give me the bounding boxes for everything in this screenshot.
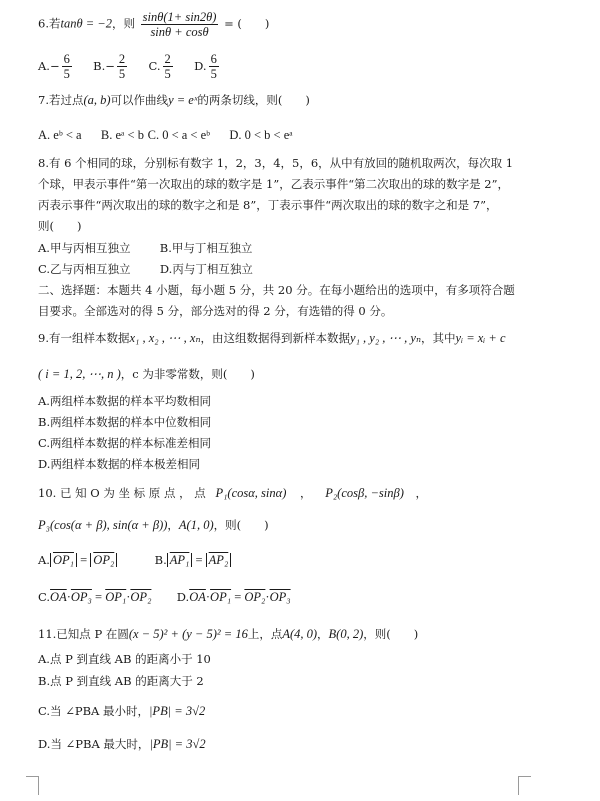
q9-data-x: x₁ , x₂ , ⋯ , xₙ — [129, 331, 201, 345]
q10-options-row-1: A. OP₁ = OP₂ B. AP₁ = AP₂ — [38, 552, 231, 568]
q9-stem-line-2 — [38, 366, 255, 382]
q10-stem-line-1: 10. 已 知 O 为 坐 标 原 点 ， 点 P₁(cosα, sinα) ， P₂(cosβ, −sinβ) ， — [38, 486, 428, 500]
q8-stem-line-3: 丙表示事件“两次取出的球的数字之和是 8”，丁表示事件“两次取出的球的数字之和是 7”， — [38, 198, 498, 212]
q10-options-row-2: $C.\overline{OA}\cdot OP_3 = OP_1\cdot OP_2$ $D.\overline{OA}\cdot OP_1 = OP_2\cdot OP_3$ — [38, 590, 291, 604]
q6-option-c-fraction — [163, 52, 173, 81]
q9-option-a: A.两组样本数据的样本平均数相同 — [38, 394, 211, 408]
q7-option-b: B. eᵃ < b — [100, 128, 144, 142]
q11-option-b: B.点 P 到直线 AB 的距离大于 2 — [38, 674, 204, 688]
q6-option-a-den: 5 — [63, 67, 70, 81]
q6-option-c-letter: C. — [148, 58, 161, 73]
q10-point-a: A(1, 0) — [178, 518, 214, 532]
q6-stem — [38, 10, 269, 39]
q11-option-d-text: D.当 ∠PBA 最大时， — [38, 737, 150, 751]
q9-option-b: B.两组样本数据的样本中位数相同 — [38, 415, 212, 429]
q6-stem-pre: 6.若 — [38, 16, 61, 31]
q6-option-a-letter: A. — [38, 58, 50, 73]
q10-option-d-vector-1: $\overline{OA}$ — [189, 590, 206, 604]
q10-option-b-lhs: AP₁ — [167, 553, 193, 567]
q9-stem-mid-2: ，其中 — [421, 331, 456, 345]
q11-point-a: A(4, 0) — [282, 627, 318, 641]
q10-option-c-vector-1: $\overline{OA}$ — [50, 590, 67, 604]
q9-option-c: C.两组样本数据的样本标准差相同 — [38, 436, 212, 450]
q6-option-d-num: 6 — [210, 52, 217, 66]
q6-stem-post: = ( ) — [224, 16, 270, 31]
q8-stem-line-4: 则( ) — [38, 219, 82, 233]
q6-option-a-num: 6 — [63, 52, 70, 66]
q11-stem: 11.已知点 P 在圆(x − 5)² + (y − 5)² = 16上，点A(4, 0)，B(0, 2)，则( ) — [38, 627, 419, 641]
q7-options — [38, 127, 293, 143]
q6-expression-denominator: sinθ + cosθ — [150, 25, 209, 39]
q10-option-d-vector-4: OP₃ — [269, 590, 291, 604]
q6-option-b-sign: − — [105, 58, 115, 73]
q6-option-b — [93, 52, 133, 81]
q7-stem-post: 的两条切线，则( ) — [197, 93, 310, 107]
q10-option-a-letter: A. — [38, 553, 50, 567]
q6-condition: tanθ = −2 — [60, 16, 112, 31]
q6-option-d-fraction — [209, 52, 219, 81]
q6-option-b-fraction — [117, 52, 127, 81]
q7-option-a: A. eᵇ < a — [38, 128, 82, 142]
q10-point-p2: P₂(cosβ, −sinβ) — [325, 486, 404, 500]
q9-formula: yᵢ = xᵢ + c — [455, 331, 506, 345]
q11-option-d-value: |PB| = 3√2 — [149, 737, 206, 751]
q8-option-b: B.甲与丁相互独立 — [159, 241, 253, 255]
q11-stem-mid: 上，点 — [247, 627, 283, 641]
q10-option-d-vector-2: OP₁ — [210, 590, 232, 604]
q7-stem-pre: 7.若过点 — [38, 93, 84, 107]
q6-option-a-sign: − — [49, 58, 60, 73]
q10-point-p3: P₃(cos(α + β), sin(α + β)) — [38, 518, 168, 532]
q11-option-c — [38, 703, 205, 719]
q7-stem-mid: 可以作曲线 — [110, 93, 169, 107]
q10-point-p1: P₁(cosα, sinα) — [215, 486, 287, 500]
q6-option-b-letter: B. — [93, 58, 106, 73]
q7-point: (a, b) — [83, 93, 111, 107]
q8-option-d: D.丙与丁相互独立 — [159, 262, 253, 276]
q7-stem — [38, 92, 310, 108]
q6-option-c-num: 2 — [164, 52, 171, 66]
q6-option-c — [148, 52, 178, 81]
q10-option-a-lhs: OP₁ — [50, 553, 77, 567]
q6-options — [38, 52, 221, 81]
q11-stem-post: ，则( ) — [363, 627, 419, 641]
q7-option-c: C. 0 < a < eᵇ — [147, 128, 211, 142]
q10-option-b-rhs: AP₂ — [206, 553, 232, 567]
q6-option-d-den: 5 — [210, 67, 217, 81]
q8-option-c: C.乙与丙相互独立 — [38, 262, 131, 276]
q6-option-b-num: 2 — [118, 52, 126, 66]
q6-expression-numerator: sinθ(1+ sin2θ) — [142, 10, 217, 24]
q7-curve: y = eˣ — [168, 93, 198, 107]
q10-stem-line-2: P₃(cos(α + β), sin(α + β))，A(1, 0)，则( ) — [38, 518, 269, 532]
q11-option-a: A.点 P 到直线 AB 的距离小于 10 — [38, 652, 211, 666]
q10-option-c-vector-2: OP₃ — [70, 590, 92, 604]
page-corner-mark-right — [518, 776, 531, 795]
q10-option-b-letter: B. — [154, 553, 167, 567]
q10-stem-pre: 10. 已 知 O 为 坐 标 原 点 ， 点 — [38, 486, 206, 500]
section-2-heading-line-2: 目要求。全部选对的得 5 分，部分选对的得 2 分，有选错的得 0 分。 — [38, 304, 393, 318]
q11-option-c-text: C.当 ∠PBA 最小时， — [38, 704, 149, 718]
q11-point-b: B(0, 2) — [328, 627, 364, 641]
q7-option-d: D. 0 < b < eᵃ — [229, 128, 293, 142]
q10-option-a-rhs: OP₂ — [90, 553, 117, 567]
q10-option-c-vector-3: OP₁ — [105, 590, 127, 604]
q6-option-b-den: 5 — [118, 67, 126, 81]
q9-data-y: y₁ , y₂ , ⋯ , yₙ — [350, 331, 422, 345]
q9-option-d: D.两组样本数据的样本极差相同 — [38, 457, 200, 471]
q11-option-c-value: |PB| = 3√2 — [149, 704, 206, 718]
q6-stem-mid: ，则 — [111, 16, 135, 31]
q11-stem-pre: 11.已知点 P 在圆 — [38, 627, 129, 641]
q11-circle-equation: (x − 5)² + (y − 5)² = 16 — [128, 627, 248, 641]
q8-options-row-1 — [38, 240, 252, 256]
q6-option-d — [194, 52, 221, 81]
q8-stem-line-2: 个球，甲表示事件“第一次取出的球的数字是 1”，乙表示事件“第二次取出的球的数字是 2”， — [38, 177, 509, 191]
q11-option-d — [38, 736, 206, 752]
q8-stem-line-1: 8.有 6 个相同的球，分别标有数字 1，2，3，4，5，6，从中有放回的随机取两次，每次取 1 — [38, 156, 514, 170]
q10-stem-post: ，则( ) — [213, 518, 269, 532]
q9-stem-post: ，c 为非零常数，则( ) — [120, 367, 255, 381]
page-corner-mark-left — [26, 776, 39, 795]
q6-expression — [141, 10, 219, 39]
q6-option-d-letter: D. — [194, 58, 207, 73]
q9-stem-mid: ，由这组数据得到新样本数据 — [200, 331, 351, 345]
q10-option-c-vector-4: OP₂ — [130, 590, 152, 604]
q10-option-d-letter: D. — [176, 590, 190, 604]
section-2-heading-line-1: 二、选择题：本题共 4 小题，每小题 5 分，共 20 分。在每小题给出的选项中，有多项符合题 — [38, 283, 515, 297]
q6-option-a-fraction — [62, 52, 72, 81]
q9-stem-pre: 9.有一组样本数据 — [38, 331, 130, 345]
q6-option-c-den: 5 — [164, 67, 171, 81]
q9-stem-line-1 — [38, 330, 506, 346]
q10-option-d-vector-3: OP₂ — [244, 590, 266, 604]
q6-option-a — [38, 52, 78, 81]
q8-option-a: A.甲与丙相互独立 — [38, 241, 131, 255]
q8-options-row-2 — [38, 261, 253, 277]
q10-option-c-letter: C. — [38, 590, 51, 604]
q9-index-range: ( i = 1, 2, ⋯, n ) — [38, 367, 121, 381]
